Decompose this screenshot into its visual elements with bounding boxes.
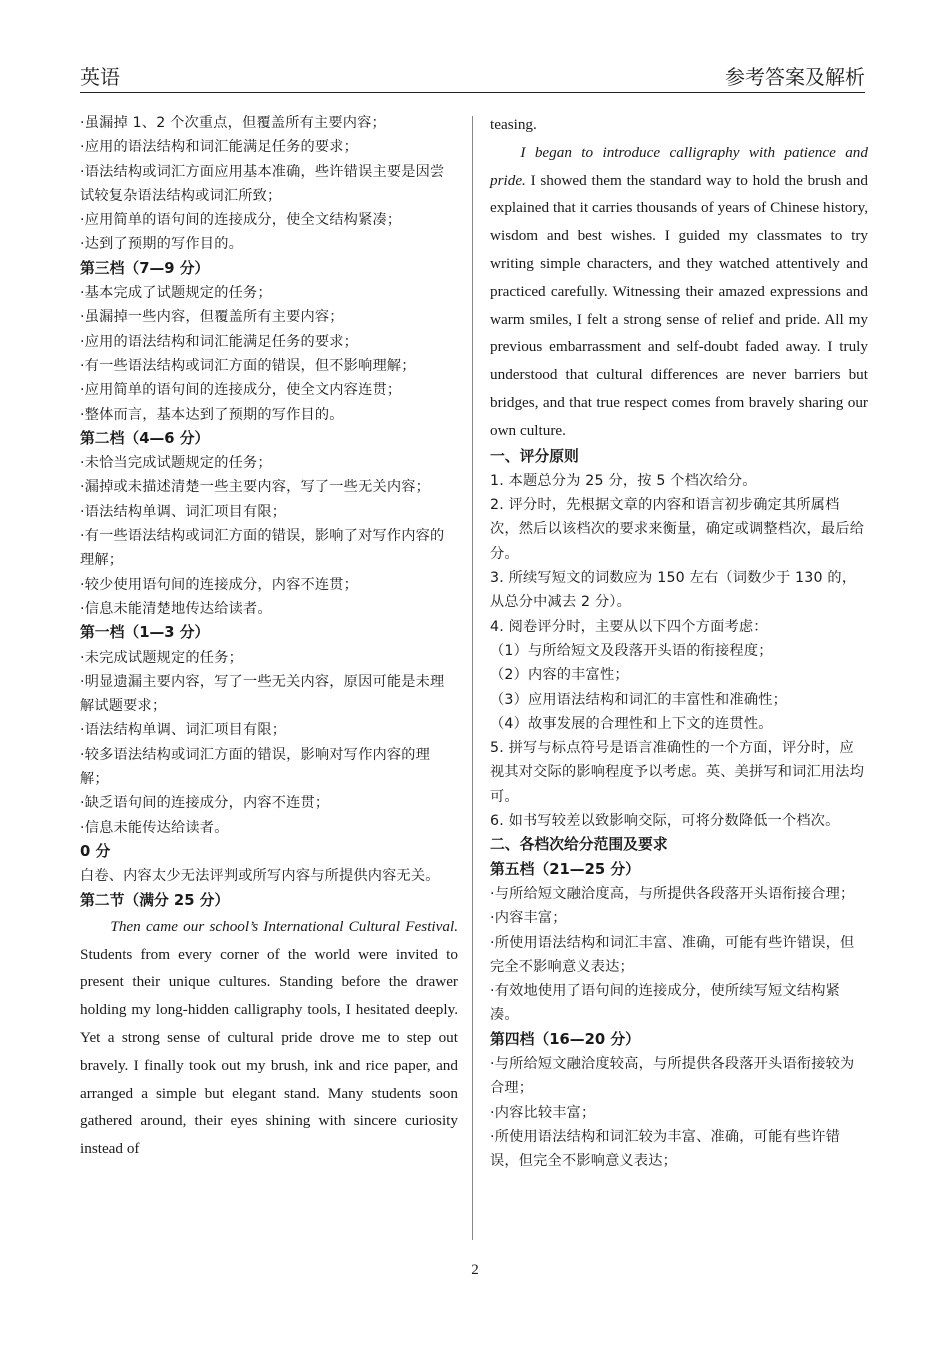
list-item: ·应用的语法结构和词汇能满足任务的要求； <box>80 139 359 156</box>
tier4-heading: 第四档（16—20 分） <box>490 1030 640 1048</box>
list-item: ·未恰当完成试题规定的任务； <box>80 455 272 472</box>
list-item: ·漏掉或未描述清楚一些主要内容，写了一些无关内容； <box>80 479 431 496</box>
subject-title: 英语 <box>80 65 120 89</box>
list-item: （4）故事发展的合理性和上下文的连贯性。 <box>490 715 773 732</box>
list-item: （1）与所给短文及段落开头语的衔接程度； <box>490 642 773 659</box>
tier0-heading: 0 分 <box>80 842 111 860</box>
list-item: ·基本完成了试题规定的任务； <box>80 285 272 302</box>
essay-opening-italic: Then came our school’s International Cultural Festival. <box>110 917 458 935</box>
essay-paragraph-2 <box>490 139 868 445</box>
list-item: ·未完成试题规定的任务； <box>80 649 243 666</box>
ranges-heading: 二、各档次给分范围及要求 <box>490 836 668 854</box>
essay-paragraph-1 <box>80 913 458 1163</box>
list-item: ·应用简单的语句间的连接成分，使全文内容连贯； <box>80 382 402 399</box>
list-item: （2）内容的丰富性； <box>490 667 629 684</box>
tier5-heading: 第五档（21—25 分） <box>490 860 640 878</box>
essay-opening-italic: I began to introduce calligraphy with patience and pride. <box>490 143 868 189</box>
list-item: ·信息未能清楚地传达给读者。 <box>80 600 272 617</box>
list-item: ·语法结构单调、词汇项目有限； <box>80 722 287 739</box>
list-item: ·语法结构单调、词汇项目有限； <box>80 503 287 520</box>
list-item: ·虽漏掉 1、2 个次重点，但覆盖所有主要内容； <box>80 115 386 131</box>
list-item: ·所使用语法结构和词汇较为丰富、准确，可能有些许错误，但完全不影响意义表达； <box>490 1128 841 1170</box>
list-item: ·较多语法结构或词汇方面的错误，影响对写作内容的理解； <box>80 746 431 788</box>
page-header <box>80 62 865 93</box>
essay-paragraph-2-body: I showed them the standard way to hold the brush and explained that it carries thousands of years of Chinese history, wisdom and best wishes. I guided my classmates to try writing simple characters, and they watched attentively and practiced carefully. Witnessing their amazed expressions and warm smiles, I felt a strong sense of relief and pride. All my previous embarrassment and self-doubt faded away. I truly understood that cultural differences are never barriers but bridges, and that true respect comes from bravely sharing our own culture. <box>490 171 868 439</box>
list-item: ·语法结构或词汇方面应用基本准确，些许错误主要是因尝试较复杂语法结构或词汇所致； <box>80 163 445 204</box>
list-item: ·与所给短文融洽度高，与所提供各段落开头语衔接合理； <box>490 885 855 902</box>
list-item: ·应用的语法结构和词汇能满足任务的要求； <box>80 333 359 350</box>
list-item: ·缺乏语句间的连接成分，内容不连贯； <box>80 795 330 812</box>
list-item: 5. 拼写与标点符号是语言准确性的一个方面，评分时，应视其对交际的影响程度予以考虑。英、美拼写和词汇用法均可。 <box>490 740 865 805</box>
list-item: ·有一些语法结构或词汇方面的错误，影响了对写作内容的理解； <box>80 528 445 569</box>
list-item: ·整体而言，基本达到了预期的写作目的。 <box>80 406 344 423</box>
list-item: ·有效地使用了语句间的连接成分，使所续写短文结构紧凑。 <box>490 983 841 1024</box>
tier0-text: 白卷、内容太少无法评判或所写内容与所提供内容无关。 <box>80 868 440 885</box>
list-item: ·内容比较丰富； <box>490 1104 596 1121</box>
tier3-heading: 第三档（7—9 分） <box>80 259 210 277</box>
list-item: 6. 如书写较差以致影响交际，可将分数降低一个档次。 <box>490 813 840 830</box>
list-item: ·有一些语法结构或词汇方面的错误，但不影响理解； <box>80 357 416 374</box>
list-item: （3）应用语法结构和词汇的丰富性和准确性； <box>490 691 787 708</box>
list-item: ·信息未能传达给读者。 <box>80 819 229 836</box>
left-column <box>80 111 458 1163</box>
tier2-heading: 第二档（4—6 分） <box>80 429 210 447</box>
section-title: 参考答案及解析 <box>725 65 865 89</box>
column-divider <box>472 116 473 1240</box>
list-item: ·较少使用语句间的连接成分，内容不连贯； <box>80 576 359 593</box>
list-item: 1. 本题总分为 25 分，按 5 个档次给分。 <box>490 472 757 489</box>
list-item: ·与所给短文融洽度较高，与所提供各段落开头语衔接较为合理； <box>490 1055 855 1097</box>
right-column <box>490 111 868 1173</box>
list-item: ·达到了预期的写作目的。 <box>80 236 243 253</box>
list-item: 4. 阅卷评分时，主要从以下四个方面考虑： <box>490 618 768 635</box>
essay-continuation: teasing. <box>490 116 537 133</box>
tier1-heading: 第一档（1—3 分） <box>80 624 210 642</box>
list-item: 3. 所续写短文的词数应为 150 左右（词数少于 130 的，从总分中减去 2 分）。 <box>490 570 857 611</box>
page-number: 2 <box>471 1262 479 1278</box>
principles-heading: 一、评分原则 <box>490 447 579 465</box>
list-item: ·虽漏掉一些内容，但覆盖所有主要内容； <box>80 309 344 326</box>
list-item: ·所使用语法结构和词汇丰富、准确，可能有些许错误，但完全不影响意义表达； <box>490 934 855 975</box>
list-item: ·应用简单的语句间的连接成分，使全文结构紧凑； <box>80 212 402 229</box>
essay-paragraph-1-body: Students from every corner of the world were invited to present their unique cultures. Standing before the drawer holding my long-hidden calligraphy tools, I hesitated deeply. Yet a strong sense of cultural pride drove me to step out bravely. I finally took out my brush, ink and rice paper, and arranged a simple but elegant stand. Many students soon gathered around, their eyes shining with sincere curiosity instead of <box>80 945 458 1158</box>
list-item: 2. 评分时，先根据文章的内容和语言初步确定其所属档次，然后以该档次的要求来衡量，确定或调整档次，最后给分。 <box>490 497 865 562</box>
list-item: ·内容丰富； <box>490 910 567 927</box>
list-item: ·明显遗漏主要内容，写了一些无关内容，原因可能是未理解试题要求； <box>80 673 445 715</box>
section2-heading: 第二节（满分 25 分） <box>80 891 230 909</box>
